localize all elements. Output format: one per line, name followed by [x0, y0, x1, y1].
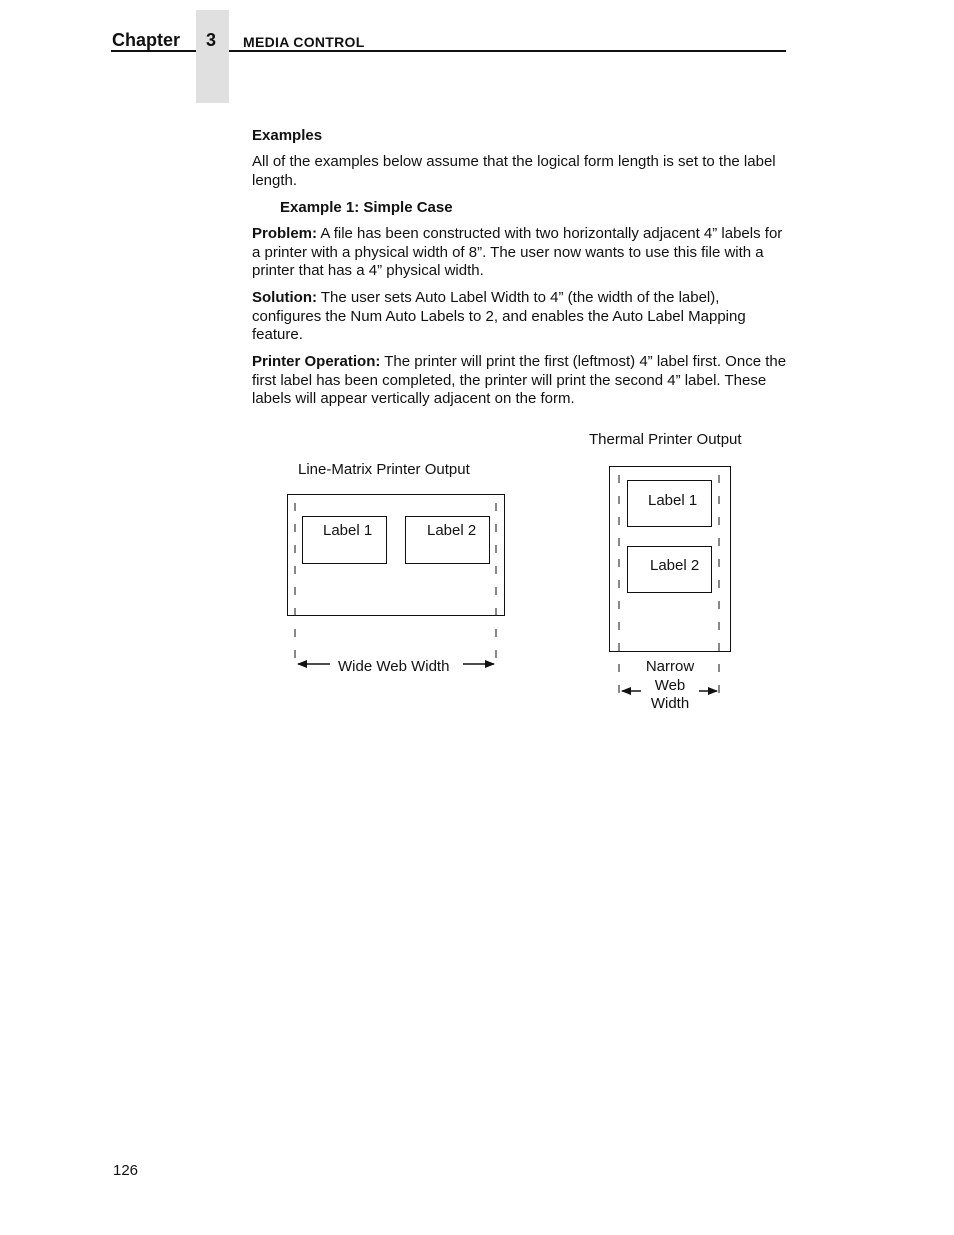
page-number: 126: [113, 1162, 139, 1179]
operation-label: Printer Operation:: [252, 353, 381, 370]
example1-heading: Example 1: Simple Case: [280, 199, 453, 216]
narrow-label-1-text: Label 1: [648, 492, 698, 509]
solution-label: Solution:: [252, 289, 317, 306]
narrow-label-2-text: Label 2: [650, 557, 700, 574]
line-matrix-caption: Line-Matrix Printer Output: [298, 461, 470, 478]
problem-label: Problem:: [252, 225, 318, 242]
wide-width-caption: Wide Web Width: [338, 658, 450, 675]
chapter-label: Chapter: [112, 30, 181, 50]
narrow-width-caption-line-2: Web: [654, 677, 686, 694]
thermal-output: [589, 431, 742, 712]
problem-text: A file has been constructed with two horizontally adjacent 4” labels for a printer with a physical width of 8”. The user now wants to use this file with a printer that has a 4” physical width.: [252, 225, 783, 279]
line-matrix-output: [288, 461, 505, 675]
narrow-width-caption-line-1: Narrow: [645, 658, 695, 675]
wide-label-2-text: Label 2: [427, 522, 477, 539]
operation-text: The printer will print the first (leftmost) 4” label first. Once the first label has been completed, the printer will print the second 4” label. These labels will appear vertically adjacent on the form.: [252, 353, 787, 407]
intro-paragraph: All of the examples below assume that the logical form length is set to the label length.: [252, 153, 776, 189]
chapter-number: 3: [206, 30, 217, 50]
thermal-caption: Thermal Printer Output: [589, 431, 742, 448]
solution-text: The user sets Auto Label Width to 4” (the width of the label), configures the Num Auto Labels to 2, and enables the Auto Label Mapping feature.: [252, 289, 746, 343]
examples-heading: Examples: [252, 127, 323, 144]
section-title: MEDIA CONTROL: [243, 34, 365, 50]
narrow-width-caption-line-3: Width: [650, 695, 690, 712]
wide-label-1-text: Label 1: [323, 522, 373, 539]
